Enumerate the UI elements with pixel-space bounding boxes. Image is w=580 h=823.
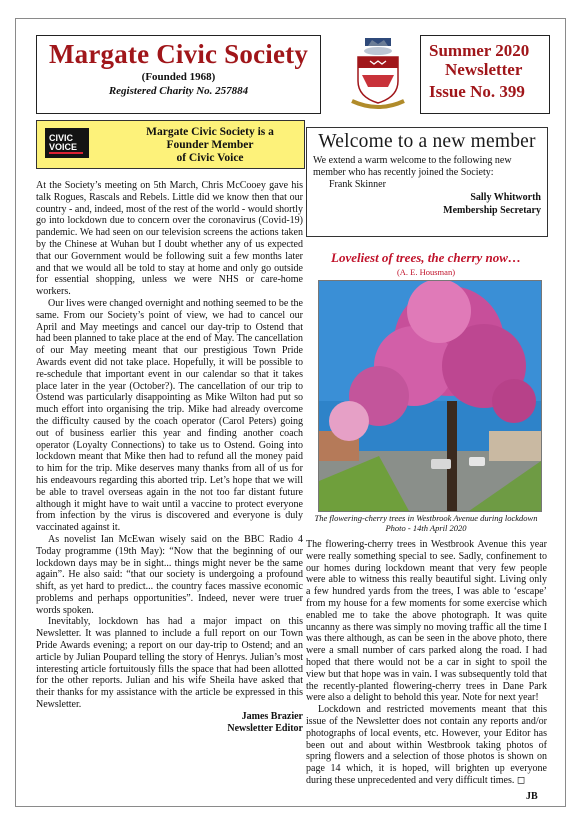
poem-heading	[306, 250, 546, 277]
author-initials: JB	[526, 791, 538, 802]
cherry-trees-article	[306, 539, 547, 787]
article-paragraph: Lockdown and restricted movements meant that this issue of the Newsletter does not contain any reports and/or photographs of local events, etc. However, your Editor has been out and about within Westbrook taking photos of spring flowers and a selection of those photos is shown on page 14 which, it is hoped, will brighten up everyone during these unprecedented and very difficult times. ◻	[306, 704, 547, 786]
issue-season: Summer 2020	[429, 41, 530, 60]
civic-voice-text: Margate Civic Society is a Founder Member of Civic Voice	[146, 126, 274, 164]
civic-voice-logo: CIVIC VOICE	[45, 128, 89, 158]
masthead-title-box	[36, 35, 321, 114]
article-paragraph: At the Society’s meeting on 5th March, Chris McCooey gave his talk Rogues, Rascals and Rebels. Little did we know then that our country - and, indeed, most of the rest of the world - would shortly go into lockdown due to concern over the coronavirus (Covid-19) pandemic. We had seen on our television screens the actions taken by the Chinese at Wuhan but I doubt whether any of us expected that our Government would be following suit a few months later and that we would all be told to stay at home and only go outside for essential shopping, unless we were NHS or care-home workers.	[36, 180, 303, 298]
welcome-body: We extend a warm welcome to the following new member who has recently joined the Society:	[313, 155, 512, 178]
founded-line: (Founded 1968)	[141, 71, 216, 83]
society-title: Margate Civic Society	[48, 39, 309, 69]
article-paragraph: The flowering-cherry trees in Westbrook Avenue this year were really something special to see. Sadly, confinement to our homes during lockdown meant that very few people were able to witness this really beautiful sight. Living only a few hundred yards from the trees, I was able to ‘escape’ from my house for a few moments for some exercise which enabled me to take the above photograph. It was quite uncanny as there was simply no moving traffic all the time I was there although, as can be seen in the above photo, there were a small number of cars parked along the road. I had hoped that there would not be a car in sight to spoil the view but that hope was in vain. I was subsequently told that the recently-planted flowering-cherry trees in Dane Park were also a delight to behold this year. Note for next year!	[306, 539, 547, 704]
welcome-heading: Welcome to a new member	[318, 131, 536, 152]
issue-number: Issue No. 399	[429, 82, 525, 101]
newsletter-page	[15, 18, 566, 807]
issue-box	[420, 35, 550, 114]
editorial-article	[36, 180, 303, 735]
photo-caption: The flowering-cherry trees in Westbrook Avenue during lockdown Photo - 14th April 2020	[314, 513, 538, 533]
poem-author: (A. E. Housman)	[396, 267, 456, 277]
new-member-name: Frank Skinner	[329, 179, 386, 190]
article-paragraph: Inevitably, lockdown has had a major impact on this Newsletter. It was planned to include a full report on our Town Pride Awards evening; a report on our day-trip to Ostend; and an article by Julian Poupard telling the story of Henrys. Julian’s most interesting article fortuitously fills the space that had been allotted for the other reports. Julian and his wife Sheila have asked that their thanks for my assistance with the article be expressed in this Newsletter.	[36, 616, 303, 711]
civic-voice-box	[36, 120, 305, 169]
charity-number: Registered Charity No. 257884	[108, 85, 249, 97]
poem-title: Loveliest of trees, the cherry now…	[331, 250, 521, 265]
article-paragraph: Our lives were changed overnight and nothing seemed to be the same. From our Society’s point of view, we had to cancel our April and May meetings and cancel our day-trip to Ostend that had been planned to take place at the end of May. The cancellation of our May meeting meant that our prestigious Town Pride Awards event did not take place. Hopefully, it will be possible to re-schedule that important event in our calendar so that it takes place later in the year (October?). The cancellation of our trip to Ostend was particularly disappointing as Mike Wilton had put so much effort into organising the trip. Mike had already overcome the difficulty caused by the coach operator (Carol Peters) going out of business earlier this year and finding another coach operator (Loyalty Connections) to take us to Ostend. Going into lockdown meant that Mike then had to refund all the money paid to him for the trip. Mike deserves many thanks from all of us for his endeavours regarding this aborted trip. Let’s hope that we will be able to travel overseas again in the not too far distant future although it might have to wait until a vaccine to protect everyone from infection by the virus is discovered and everyone is duly vaccinated against it.	[36, 297, 303, 534]
welcome-box	[306, 127, 548, 237]
editor-signature: James Brazier Newsletter Editor	[227, 710, 303, 734]
article-paragraph: As novelist Ian McEwan wisely said on the BBC Radio 4 Today programme (19th May): “Now that the beginning of our lockdown days may be in sight... things might never be the same again”. He also said: “that our society is undergoing a profound shift, as yet hard to predict... the country faces massive economic problems and perhaps opportunities”. Indeed, never were truer words spoken.	[36, 533, 303, 616]
welcome-signature: Sally Whitworth Membership Secretary	[443, 192, 541, 216]
coat-of-arms-icon	[348, 35, 408, 111]
cherry-tree-photo	[318, 280, 542, 512]
issue-newsletter-label: Newsletter	[445, 60, 523, 79]
